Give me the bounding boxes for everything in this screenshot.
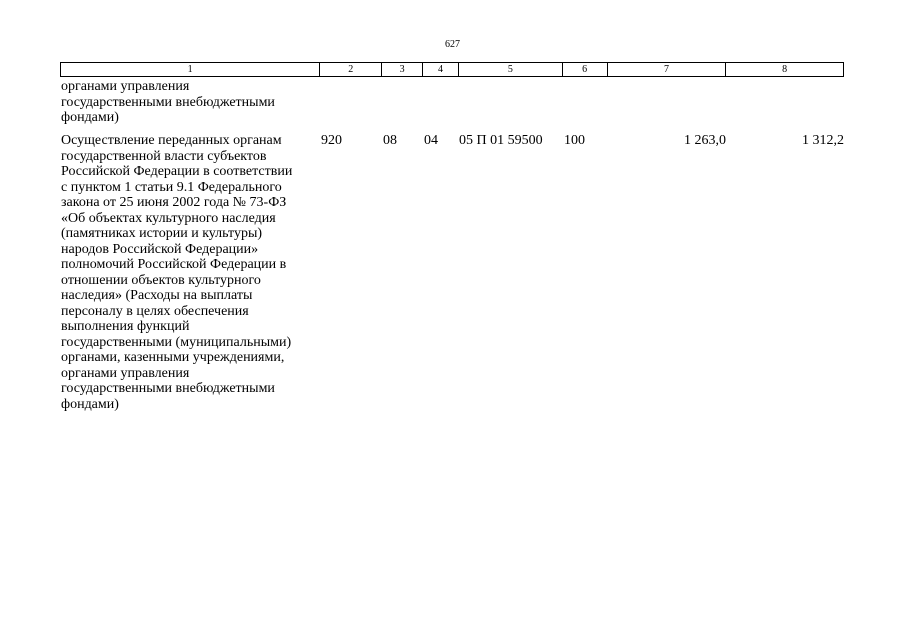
header-cell-5: 5: [459, 63, 563, 76]
header-cell-6: 6: [563, 63, 608, 76]
header-cell-3: 3: [382, 63, 423, 76]
cell-target-article: 05 П 01 59500: [459, 133, 543, 148]
header-cell-4: 4: [423, 63, 459, 76]
cell-ministry-code: 920: [321, 133, 342, 148]
header-cell-7: 7: [608, 63, 727, 76]
cell-expense-type: 100: [564, 133, 585, 148]
table-header-row: [60, 62, 844, 77]
cell-amount-year-1: 1 263,0: [684, 133, 726, 148]
page-number: 627: [445, 39, 460, 50]
cell-amount-year-2: 1 312,2: [802, 133, 844, 148]
header-cell-2: 2: [320, 63, 382, 76]
cell-subsection-code: 04: [424, 133, 438, 148]
cell-section-code: 08: [383, 133, 397, 148]
header-cell-1: 1: [61, 63, 320, 76]
continuation-text: органами управления государственными внебюджетными фондами): [61, 79, 275, 125]
row-description: Осуществление переданных органам государственной власти субъектов Российской Федерации в соответствии с пунктом 1 статьи 9.1 Федерального закона от 25 июня 2002 года № 73-ФЗ «Об объектах культурного наследия (памятниках истории и культуры) народов Российской Федерации» полномочий Российской Федерации в отношении объектов культурного наследия» (Расходы на выплаты персоналу в целях обеспечения выполнения функций государственными (муниципальными) органами, казенными учреждениями, органами управления государственными внебюджетными фондами): [61, 133, 293, 412]
header-cell-8: 8: [782, 64, 788, 75]
